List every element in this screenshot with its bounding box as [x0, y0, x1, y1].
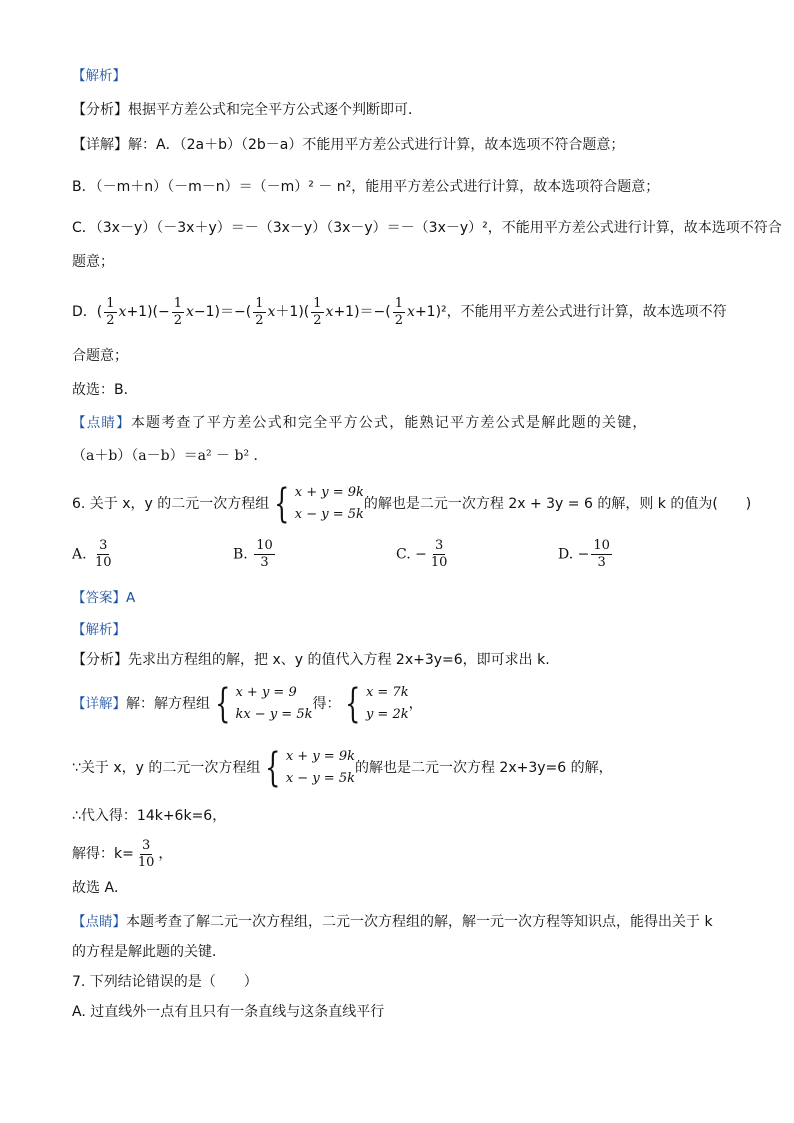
equation-system: { x + y = 9 kx − y = 5k	[215, 681, 313, 727]
option-b: B. $\frac{10}{3}$	[233, 538, 273, 570]
section-tag-analysis: 【解析】	[72, 68, 126, 84]
q6-prefix: 6. 关于 x，y 的二元一次方程组	[72, 496, 270, 512]
section-tag-analysis-2: 【解析】	[72, 622, 126, 638]
detail-line-b: B．（－m＋n）（－m－n）＝（－m）² － n²，能用平方差公式进行计算，故本选项符合题意；	[72, 179, 660, 195]
question-6	[72, 482, 751, 526]
fraction-half: $\frac{1}{2}$	[106, 295, 115, 328]
comment-formula: （a＋b）（a－b）＝a² － b² ．	[72, 448, 268, 464]
equation-system: { x + y = 9k x − y = 5k	[274, 481, 364, 527]
analysis-paragraph: 【分析】根据平方差公式和完全平方公式逐个判断即可．	[72, 102, 422, 118]
detail-line-d-cont: 合题意；	[72, 348, 128, 364]
comment-text: 本题考查了平方差公式和完全平方公式，能熟记平方差公式是解此题的关键，	[130, 415, 648, 431]
q6-suffix: 的解也是二元一次方程 2x + 3y = 6 的解，则 k 的值为( )	[363, 496, 752, 512]
d-suffix: ，不能用平方差公式进行计算，故本选项不符	[446, 304, 727, 320]
analysis-paragraph-2: 【分析】先求出方程组的解，把 x、y 的值代入方程 2x+3y=6，即可求出 k.	[72, 652, 550, 668]
detail-tag: 【详解】	[72, 137, 128, 153]
detail-tag-2: 【详解】	[72, 696, 126, 712]
question-7-option-a: A. 过直线外一点有且只有一条直线与这条直线平行	[72, 1004, 385, 1020]
fraction-half: $\frac{1}{2}$	[255, 295, 264, 328]
comment-line-1	[72, 413, 648, 433]
detail-line-solve: 【详解】解：解方程组 { x + y = 9 kx − y = 5k 得： { x = 7k y = 2k ，	[72, 681, 423, 727]
therefore-line: ∴代入得：14k+6k=6，	[72, 808, 227, 824]
solved-line: 解得：k= $\frac{3}{10}$ ，	[72, 837, 173, 870]
fraction-half: $\frac{1}{2}$	[313, 295, 322, 328]
detail-line-d: D．( $\frac{1}{2}$ x+1)(− $\frac{1}{2}$ x−1)＝−( $\frac{1}{2}$ x＋1)( $\frac{1}{2}$ x+1)＝−( $\frac{1}{2}$ x+1)²，不能用平方差公式进行计算，故本选项不符	[72, 295, 727, 328]
option-a: A. $\frac{3}{10}$	[72, 538, 112, 570]
fraction-half: $\frac{1}{2}$	[173, 295, 183, 328]
detail-text: 解：A．（2a＋b）（2b－a）不能用平方差公式进行计算，故本选项不符合题意；	[128, 137, 625, 153]
since-line: ∵关于 x，y 的二元一次方程组 { x + y = 9k x − y = 5k 的解也是二元一次方程 2x+3y=6 的解，	[72, 745, 613, 791]
comment-line-2: 【点睛】本题考查了解二元一次方程组，二元一次方程组的解，解一元一次方程等知识点，能得出关于 k	[72, 914, 713, 930]
question-7: 7. 下列结论错误的是（ ）	[72, 974, 258, 990]
answer-tag: 【答案】A	[72, 590, 136, 606]
option-c: C. − $\frac{3}{10}$	[396, 538, 448, 570]
d-prefix: D．	[72, 304, 97, 320]
detail-line-a	[72, 135, 624, 155]
comment-tag-2: 【点睛】	[72, 914, 126, 930]
choose-answer-2: 故选 A．	[72, 880, 129, 896]
comment-line-2-cont: 的方程是解此题的关键．	[72, 944, 226, 960]
choose-answer-1: 故选：B．	[72, 382, 138, 398]
option-d: D. − $\frac{10}{3}$	[558, 538, 610, 570]
detail-line-c-cont: 题意；	[72, 254, 114, 270]
solution-system: { x = 7k y = 2k	[345, 681, 409, 727]
equation-system: { x + y = 9k x − y = 5k	[265, 745, 355, 791]
comment-tag: 【点睛】	[72, 415, 131, 431]
detail-line-c: C．（3x－y）（－3x＋y）＝－（3x－y）（3x－y）＝－（3x－y）²，不能用平方差公式进行计算，故本选项不符合	[72, 220, 782, 236]
d-mid: ＋1	[275, 304, 299, 320]
fraction-half: $\frac{1}{2}$	[394, 295, 404, 328]
